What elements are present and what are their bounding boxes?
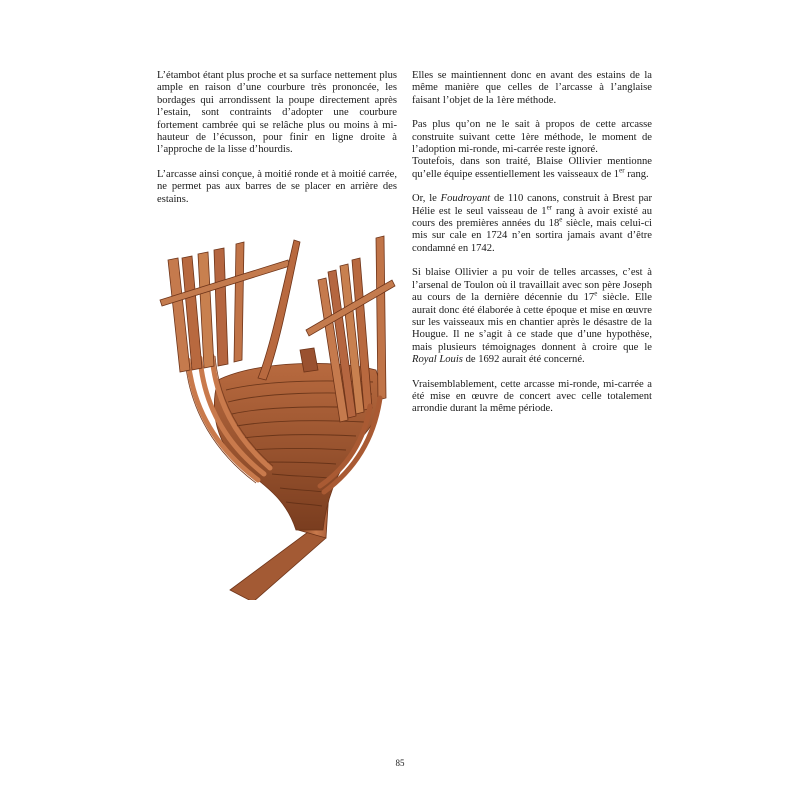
text-span: rang. [624, 168, 649, 180]
superscript: e [594, 289, 598, 298]
text-span: siècle. Elle aurait donc été élaborée à cette époque et mise en œuvre sur les vaisseaux mis en chantier après le désastre de la Hougue. Il ne s’agit à ce stade que d’une hypothèse, mais plusieurs témoignages donnent à croire que le [412, 292, 652, 353]
right-text-column [412, 70, 652, 428]
ship-stern-model-photo [148, 230, 403, 600]
long-curved-rib [258, 240, 300, 380]
ship-name-royal-louis: Royal Louis [412, 354, 463, 366]
text-span: de 110 canons, construit à Brest par Hélie est le seul vaisseau de 1 [412, 193, 652, 217]
superscript: er [546, 203, 553, 212]
text-span: Si blaise Ollivier a pu voir de telles arcasses, c’est à l’arsenal de Toulon où il travaillait avec son père Joseph au cours de la dernière décennie du 17 [412, 267, 652, 304]
text-span: siècle, mais celui-ci mis sur cale en 1724 n’en sortira jamais avant d’être condamné en 1742. [412, 218, 652, 254]
right-paragraph-1: Elles se maintiennent donc en avant des estains de la même manière que celles de l’arcasse à l’anglaise faisant l’objet de la 1ère méthode. [412, 70, 652, 106]
left-text-column [157, 70, 397, 218]
right-paragraph-2b [412, 156, 652, 181]
superscript: er [619, 166, 625, 175]
left-paragraph-1: L’étambot étant plus proche et sa surface nettement plus ample en raison d’une courbure très prononcée, les bordages qui arrondissent la poupe directement après l’estain, sont contraints d’adopter une courbure fortement cambrée qui se relâche plus ou moins à mi-hauteur de l’écusson, pour finir en ligne droite à l’approche de la lisse d’hourdis. [157, 70, 397, 156]
superscript: e [559, 215, 563, 224]
ship-name-foudroyant: Foudroyant [440, 193, 491, 205]
left-frame-timbers [168, 242, 244, 372]
right-paragraph-5: Vraisemblablement, cette arcasse mi-ronde, mi-carrée a été mise en œuvre de concert avec celle totalement arrondie durant la même période. [412, 378, 652, 415]
right-paragraph-4 [412, 267, 652, 366]
text-span: Or, le [412, 193, 441, 205]
right-paragraph-2a: Pas plus qu’on ne le sait à propos de cette arcasse construite suivant cette 1ère méthode, le moment de l’adoption mi-ronde, mi-carrée reste ignoré. [412, 119, 652, 156]
text-span: Toutefois, dans son traité, Blaise Ollivier mentionne qu’elle équipe essentiellement les vaisseaux de 1 [412, 156, 652, 180]
text-span: de 1692 aurait été concerné. [462, 354, 585, 366]
right-paragraph-3 [412, 193, 652, 255]
left-paragraph-2: L’arcasse ainsi conçue, à moitié ronde et à moitié carrée, ne permet pas aux barres de se placer en arrière des estains. [157, 168, 397, 205]
text-span: rang à avoir existé au cours des premières années du 18 [412, 205, 653, 230]
page-number: 85 [395, 758, 405, 768]
keel-timber [230, 526, 326, 600]
